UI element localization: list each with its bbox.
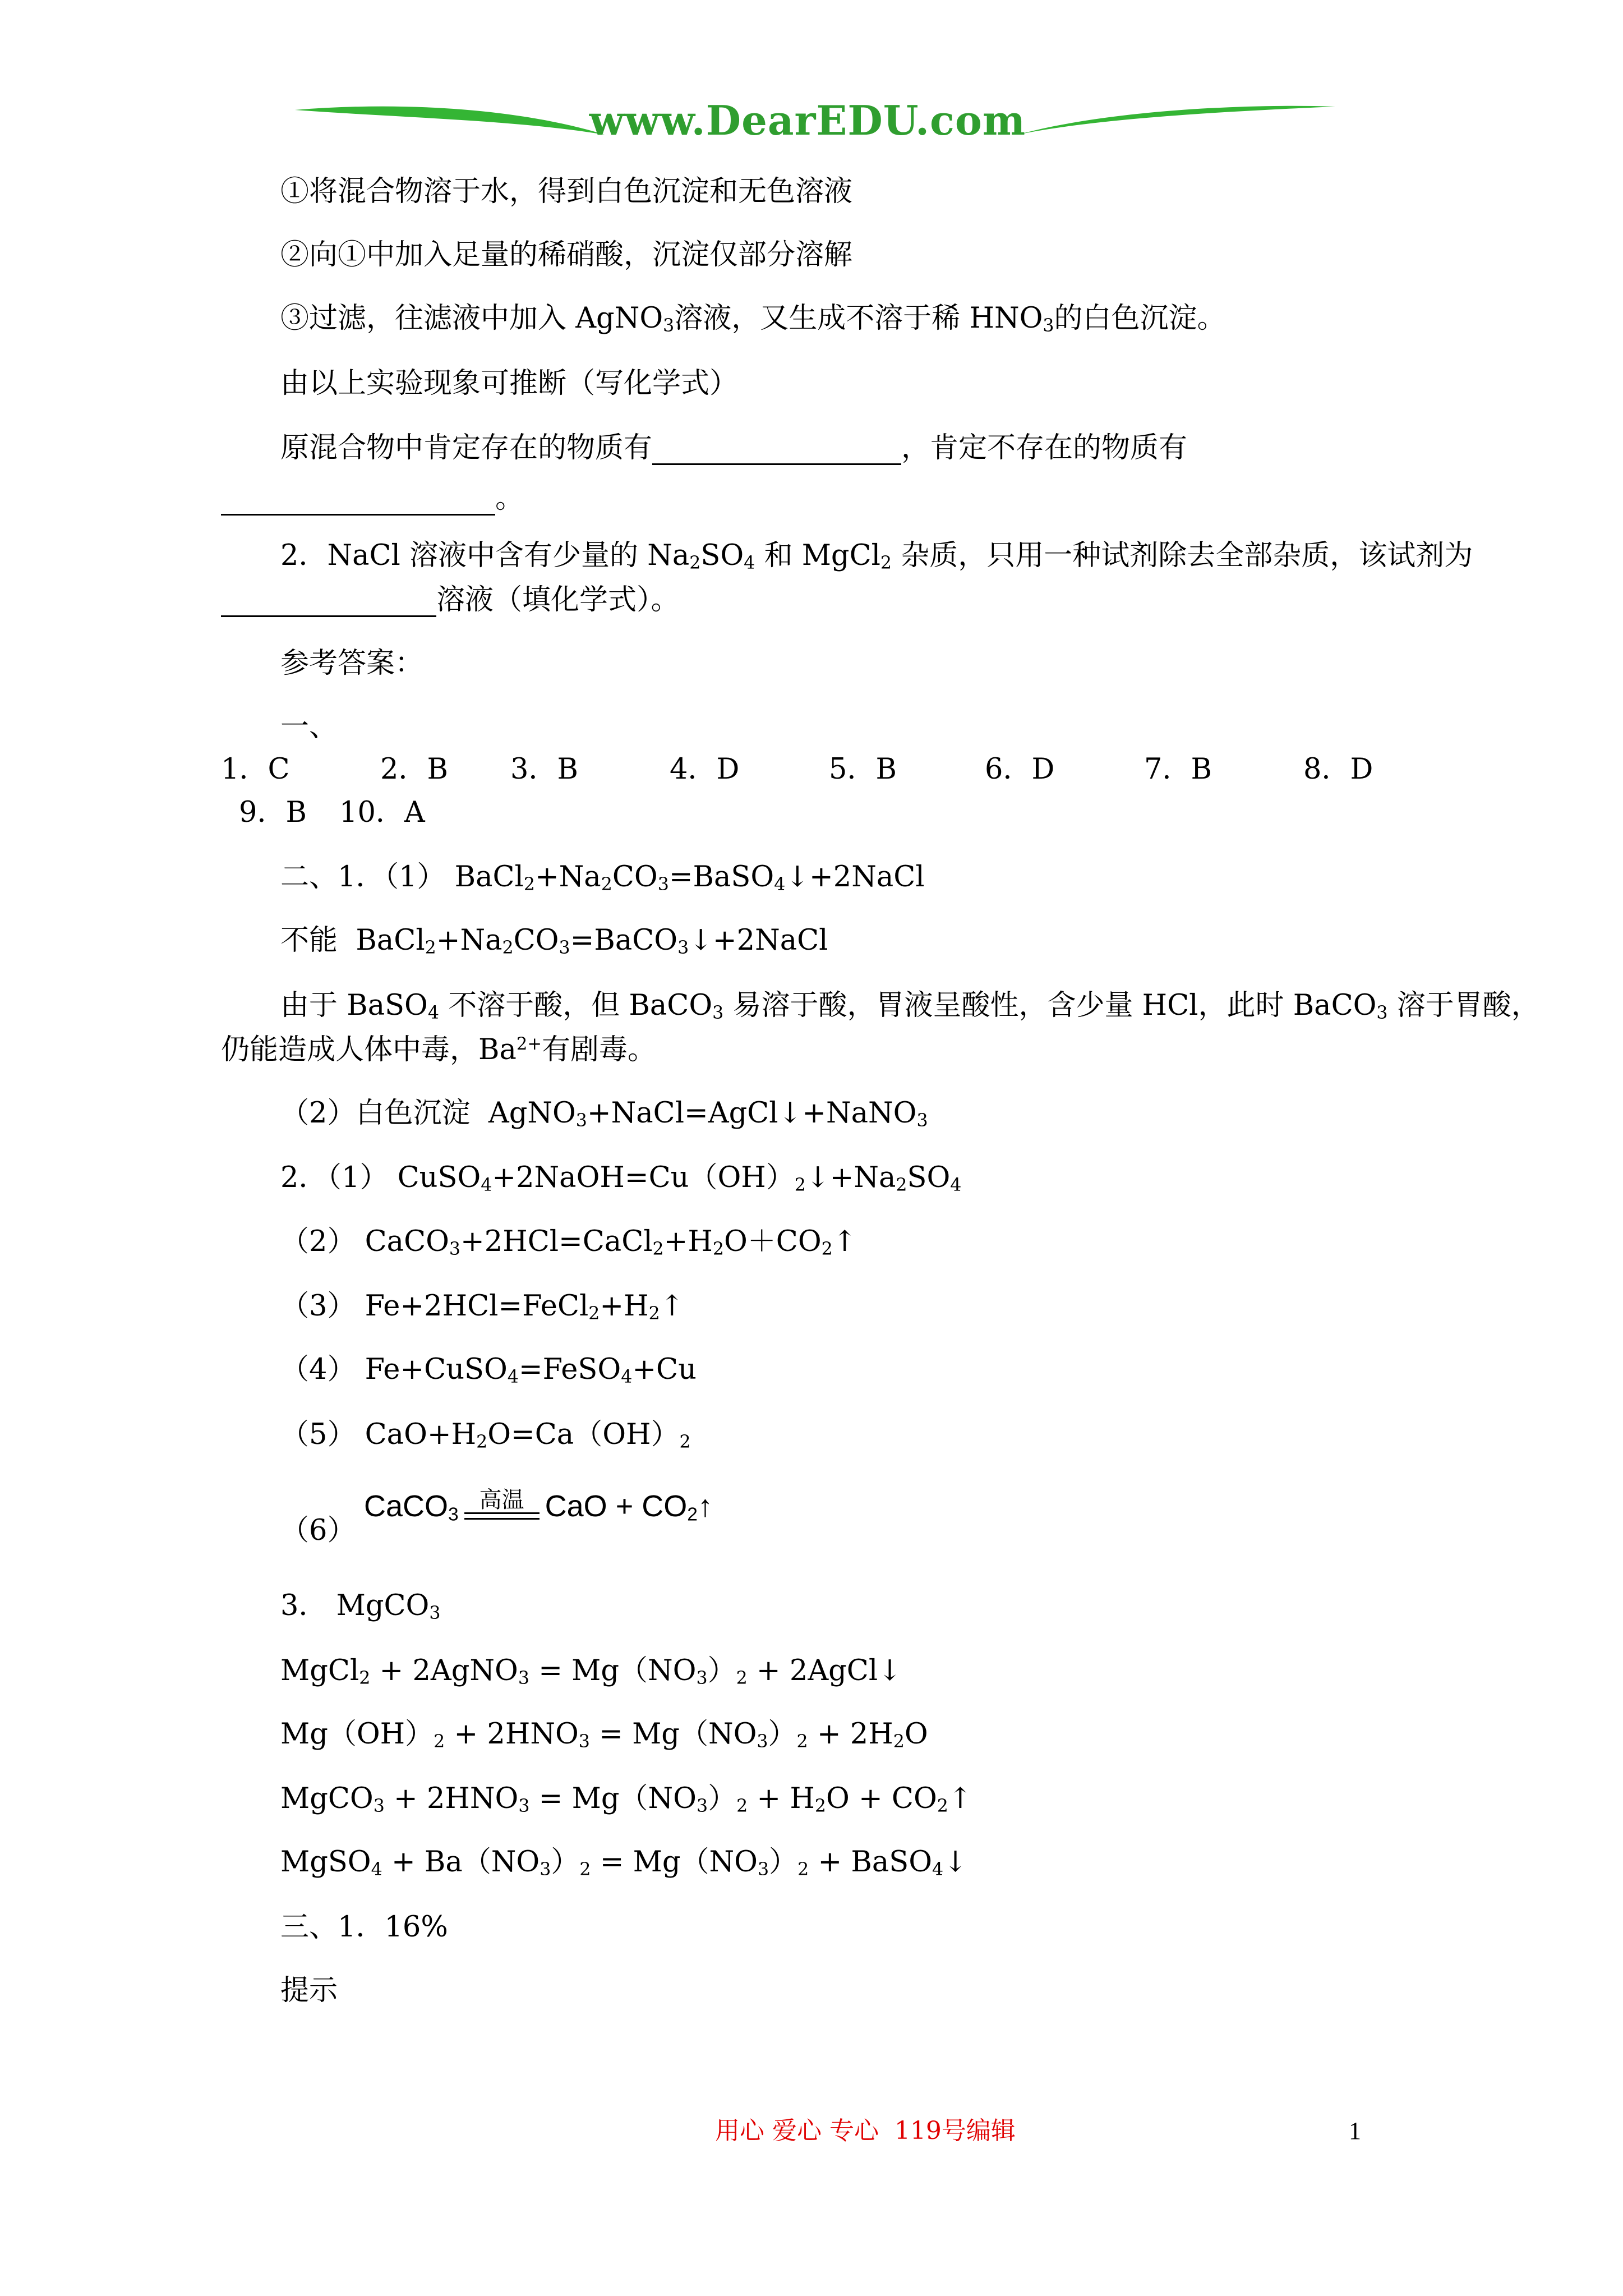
subscript: 3 <box>448 1504 459 1525</box>
subscript: 2 <box>893 1731 905 1752</box>
answer-2-2-3 <box>280 1290 684 1323</box>
choice-answer: 10．A <box>339 796 425 829</box>
answer-3-eq-3 <box>280 1782 972 1816</box>
conclusion-line <box>280 431 1187 465</box>
subscript: 2 <box>796 1731 808 1752</box>
text-run: （3） Fe+2HCl=FeCl <box>280 1290 589 1323</box>
subscript: 3 <box>429 1603 441 1623</box>
text-run: 3． MgCO <box>280 1589 430 1622</box>
part-1-label: 一、 <box>280 710 338 743</box>
subscript: 2 <box>814 1796 826 1816</box>
subscript: 2 <box>648 1303 660 1324</box>
text-run: +Na <box>534 861 601 894</box>
answer-blank-reagent <box>221 586 436 617</box>
subscript: 3 <box>540 1859 551 1880</box>
page-number: 1 <box>1349 2117 1361 2145</box>
answer-2-1-1-alt <box>280 924 828 958</box>
answer-2-explanation-cont <box>221 1033 656 1067</box>
text-run: ↓+Na <box>805 1161 896 1194</box>
text-run: 易溶于酸，胃液呈酸性，含少量 HCl，此时 BaCO <box>723 989 1377 1022</box>
condition-text: 高温 <box>479 1487 524 1513</box>
answer-blank-present <box>652 434 901 465</box>
choice-answer: 7．B <box>1144 753 1212 786</box>
subscript: 3 <box>518 1796 530 1816</box>
subscript: 2 <box>652 1239 664 1259</box>
text-run: ↑ <box>948 1782 972 1815</box>
text-run: （5） CaO+H <box>280 1418 477 1451</box>
text-run: 和 MgCl <box>755 539 880 572</box>
choice-answer: 8．D <box>1303 753 1373 786</box>
subscript: 2 <box>601 874 612 895</box>
subscript: 2 <box>523 874 535 895</box>
question-2-line-2 <box>221 583 680 617</box>
experiment-step-3 <box>280 302 1226 335</box>
subscript: 2 <box>797 1859 809 1880</box>
text-run: + 2AgNO <box>370 1654 518 1687</box>
text-run: ） <box>769 1846 798 1879</box>
subscript: 4 <box>481 1175 492 1195</box>
answer-part-3: 三、1．16% <box>280 1911 448 1944</box>
text-run: 杂质，只用一种试剂除去全部杂质，该试剂为 <box>892 539 1473 572</box>
answer-2-1-2 <box>280 1097 928 1130</box>
answer-blank-absent <box>221 485 495 516</box>
left-swoosh <box>295 107 605 135</box>
answer-2-2-2 <box>280 1225 857 1259</box>
subscript: 3 <box>916 1110 928 1131</box>
question-2-text <box>280 539 1473 573</box>
subscript: 2 <box>689 553 701 573</box>
text-run: MgCl <box>280 1654 359 1687</box>
subscript: 3 <box>1376 1002 1388 1023</box>
answers-heading: 参考答案： <box>280 647 424 680</box>
subscript: 2 <box>896 1175 907 1195</box>
answer-2-2-1 <box>280 1161 961 1195</box>
choice-answer: 4．D <box>670 753 740 786</box>
text-run: 2．NaCl 溶液中含有少量的 Na <box>280 539 690 572</box>
answer-2-1-1 <box>280 861 925 894</box>
text-run: ↓+2NaCl <box>689 924 828 957</box>
choice-answer: 9．B <box>239 796 307 829</box>
text-run: = Mg（NO <box>529 1654 697 1687</box>
question-2-end: 溶液（填化学式）。 <box>436 583 680 616</box>
text-run: +NaCl=AgCl↓+NaNO <box>587 1097 917 1130</box>
subscript: 3 <box>1043 315 1054 336</box>
choice-answer: 2．B <box>380 753 448 786</box>
text-run: Mg（OH） <box>280 1718 434 1751</box>
text-run: 溶于胃酸， <box>1387 989 1540 1022</box>
text-run: 2．（1） CuSO <box>280 1161 481 1194</box>
text-run: O <box>904 1718 928 1751</box>
subscript: 4 <box>774 874 786 895</box>
subscript: 2 <box>588 1303 600 1324</box>
text-run: O=Ca（OH） <box>487 1418 680 1451</box>
text-run: + 2HNO <box>384 1782 519 1815</box>
choice-answer: 6．D <box>985 753 1055 786</box>
text-run: ①将混合物溶于水，得到白色沉淀和无色溶液 <box>280 175 853 208</box>
double-line-equals <box>464 1512 540 1520</box>
subscript: 3 <box>373 1796 385 1816</box>
answer-2-2-5 <box>280 1418 691 1452</box>
subscript: 3 <box>757 1731 768 1752</box>
subscript: 3 <box>575 1110 587 1131</box>
text-run: ） <box>708 1782 737 1815</box>
text-run: 不溶于酸，但 BaCO <box>439 989 713 1022</box>
text-run: CaCO <box>364 1489 449 1523</box>
text-run: ↑ <box>832 1225 857 1258</box>
subscript: 2 <box>476 1432 488 1452</box>
answer-2-2-6-label: （6） <box>280 1514 356 1547</box>
text-run: （4） Fe+CuSO <box>280 1353 508 1386</box>
inference-prompt: 由以上实验现象可推断（写化学式） <box>280 367 739 400</box>
text-run: = Mg（NO <box>529 1782 697 1815</box>
text-run: + BaSO <box>809 1846 933 1879</box>
experiment-step-2 <box>280 238 852 272</box>
text-run: 由于 BaSO <box>280 989 428 1022</box>
text-run: ） <box>707 1654 736 1687</box>
text-run: ） <box>551 1846 580 1879</box>
text-run: +H <box>663 1225 713 1258</box>
subscript: 2 <box>687 1504 698 1525</box>
text-run: = Mg（NO <box>591 1846 758 1879</box>
subscript: 2 <box>359 1668 371 1688</box>
subscript: 4 <box>507 1366 519 1387</box>
subscript: 3 <box>663 315 675 336</box>
text-run: +2HCl=CaCl <box>460 1225 653 1258</box>
subscript: 3 <box>757 1859 769 1880</box>
answer-2-explanation <box>280 989 1540 1023</box>
subscript: 3 <box>696 1668 708 1688</box>
answer-3-eq-4 <box>280 1846 967 1879</box>
text-run: + 2HNO <box>445 1718 579 1751</box>
reaction-condition <box>464 1488 540 1524</box>
answer-2-2-4 <box>280 1353 697 1387</box>
answer-3-eq-1 <box>280 1654 902 1688</box>
subscript: 3 <box>449 1239 461 1259</box>
equation-products <box>545 1488 713 1524</box>
choice-answers-row-1 <box>221 753 1511 786</box>
choice-answer: 3．B <box>510 753 578 786</box>
text-run: ②向①中加入足量的稀硝酸，沉淀仅部分溶解 <box>280 238 853 272</box>
equation-6-image <box>364 1488 713 1524</box>
text-run: MgCO <box>280 1782 374 1815</box>
footer-slogan: 用心 爱心 专心 119号编辑 <box>715 2116 1016 2145</box>
equation-reactant <box>364 1488 459 1524</box>
subscript: 2 <box>712 1239 724 1259</box>
subscript: 3 <box>657 874 669 895</box>
text-run: = Mg（NO <box>589 1718 757 1751</box>
subscript: 3 <box>518 1668 529 1688</box>
subscript: 3 <box>712 1002 724 1023</box>
subscript: 2 <box>434 1731 445 1752</box>
subscript: 2 <box>579 1859 591 1880</box>
text-run: CaO + CO <box>545 1489 688 1523</box>
text-run: CO <box>513 924 559 957</box>
conclusion-line-2 <box>221 482 524 516</box>
choice-answer: 1．C <box>221 753 290 786</box>
subscript: 3 <box>696 1796 708 1816</box>
answer-3 <box>280 1589 441 1623</box>
text-run: SO <box>700 539 744 572</box>
subscript: 2 <box>880 553 892 573</box>
subscript: 2 <box>937 1796 948 1816</box>
superscript: 2+ <box>516 1034 542 1055</box>
subscript: 2 <box>794 1175 806 1195</box>
subscript: 3 <box>559 937 570 958</box>
subscript: 4 <box>427 1002 439 1023</box>
text-run: 有剧毒。 <box>542 1033 657 1066</box>
subscript: 4 <box>932 1859 944 1880</box>
text-run: （2） CaCO <box>280 1225 449 1258</box>
text-run: + 2H <box>808 1718 893 1751</box>
text-run: MgSO <box>280 1846 371 1879</box>
text-run: ↓+2NaCl <box>785 861 925 894</box>
experiment-step-1 <box>280 175 852 209</box>
text-run: ↑ <box>660 1290 684 1323</box>
text-run: + H <box>748 1782 815 1815</box>
text-run: + 2AgCl↓ <box>747 1654 902 1687</box>
subscript: 2 <box>736 1796 748 1816</box>
text-run: +Cu <box>632 1353 697 1386</box>
text-run: O＋CO <box>724 1225 822 1258</box>
text-run: SO <box>907 1161 951 1194</box>
text-run: 不能 BaCl <box>280 924 425 957</box>
subscript: 3 <box>578 1731 590 1752</box>
text-run: +H <box>600 1290 649 1323</box>
subscript: 2 <box>502 937 514 958</box>
text-run: 的白色沉淀。 <box>1054 302 1226 335</box>
subscript: 2 <box>821 1239 833 1259</box>
text-run: 溶液，又生成不溶于稀 HNO <box>674 302 1043 335</box>
subscript: 3 <box>677 937 689 958</box>
text-run: （2）白色沉淀 AgNO <box>280 1097 576 1130</box>
text-run: + Ba（NO <box>382 1846 540 1879</box>
subscript: 4 <box>371 1859 382 1880</box>
text-run: O + CO <box>826 1782 937 1815</box>
text-run: +2NaOH=Cu（OH） <box>492 1161 795 1194</box>
subscript: 4 <box>950 1175 962 1195</box>
subscript: 4 <box>621 1366 633 1387</box>
conclusion-end: 。 <box>495 482 524 515</box>
choice-answer: 5．B <box>829 753 897 786</box>
answer-3-eq-2 <box>280 1718 928 1751</box>
text-run: =FeSO <box>518 1353 621 1386</box>
text-run: ↓ <box>943 1846 967 1879</box>
text-run: CO <box>612 861 658 894</box>
conclusion-text-a: 原混合物中肯定存在的物质有 <box>280 431 653 464</box>
hint-label: 提示 <box>280 1974 338 2007</box>
right-swoosh <box>1018 106 1335 135</box>
site-name-logo: www.DearEDU.com <box>589 96 1026 144</box>
subscript: 2 <box>425 937 436 958</box>
subscript: 4 <box>744 553 755 573</box>
subscript: 2 <box>679 1432 691 1452</box>
text-run: +Na <box>436 924 502 957</box>
subscript: 2 <box>736 1668 748 1688</box>
text-run: ③过滤，往滤液中加入 AgNO <box>280 302 663 335</box>
text-run: =BaSO <box>668 861 774 894</box>
text-run: 二、1．（1） BaCl <box>280 861 524 894</box>
text-run: 仍能造成人体中毒，Ba <box>221 1033 517 1066</box>
text-run: =BaCO <box>570 924 678 957</box>
conclusion-text-b: ，肯定不存在的物质有 <box>901 431 1188 464</box>
text-run: ） <box>768 1718 797 1751</box>
choice-answers-row-2 <box>239 796 1529 830</box>
text-run: ↑ <box>697 1489 713 1523</box>
